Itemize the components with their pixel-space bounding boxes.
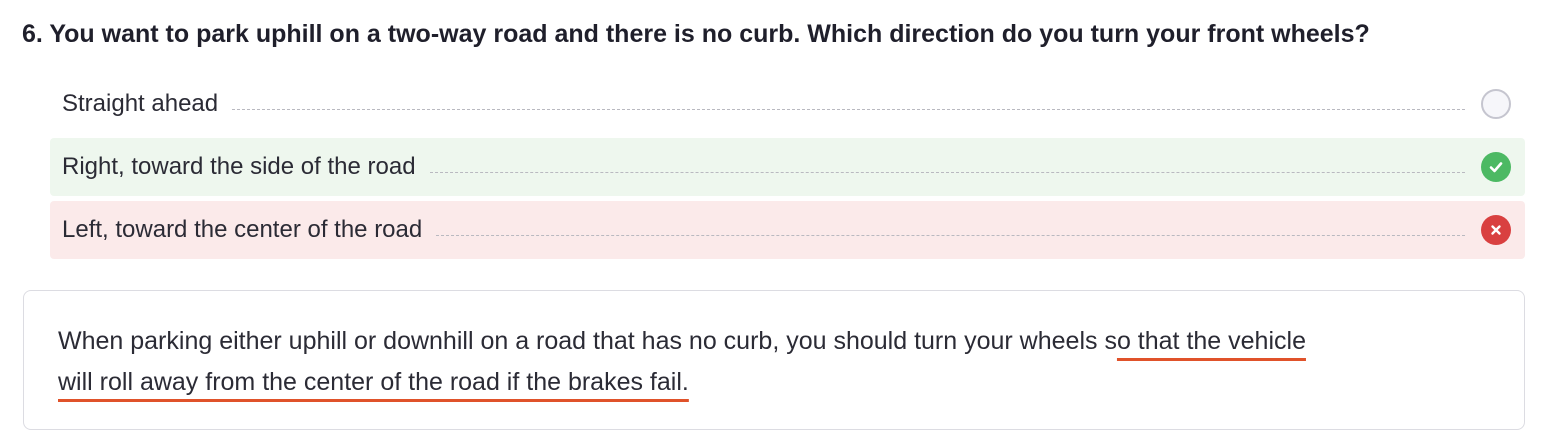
answer-option-label: Right, toward the side of the road — [62, 153, 416, 180]
answer-option-label: Straight ahead — [62, 90, 219, 117]
dashed-leader-line — [436, 235, 1465, 236]
explanation-highlight-2: will roll away from the center of the road if the brakes fail. — [58, 368, 689, 396]
question-title: 6. You want to park uphill on a two-way road and there is no curb. Which direction do you turn your front wheels? — [22, 20, 1370, 48]
explanation-text-plain: When parking either uphill or downhill on a road that has no curb, you should turn your wheels s — [58, 327, 1117, 355]
explanation-panel — [23, 290, 1525, 430]
explanation-text — [58, 321, 1498, 403]
empty-radio-icon[interactable] — [1481, 89, 1511, 119]
dashed-leader-line — [430, 172, 1465, 173]
answer-option-straight-ahead[interactable] — [50, 75, 1525, 133]
x-icon — [1481, 215, 1511, 245]
answer-option-label: Left, toward the center of the road — [62, 216, 423, 243]
check-icon — [1481, 152, 1511, 182]
answer-option-right-correct[interactable] — [50, 138, 1525, 196]
dashed-leader-line — [232, 109, 1465, 110]
explanation-highlight-1: o that the vehicle — [1116, 327, 1306, 355]
answer-option-left-incorrect[interactable] — [50, 201, 1525, 259]
